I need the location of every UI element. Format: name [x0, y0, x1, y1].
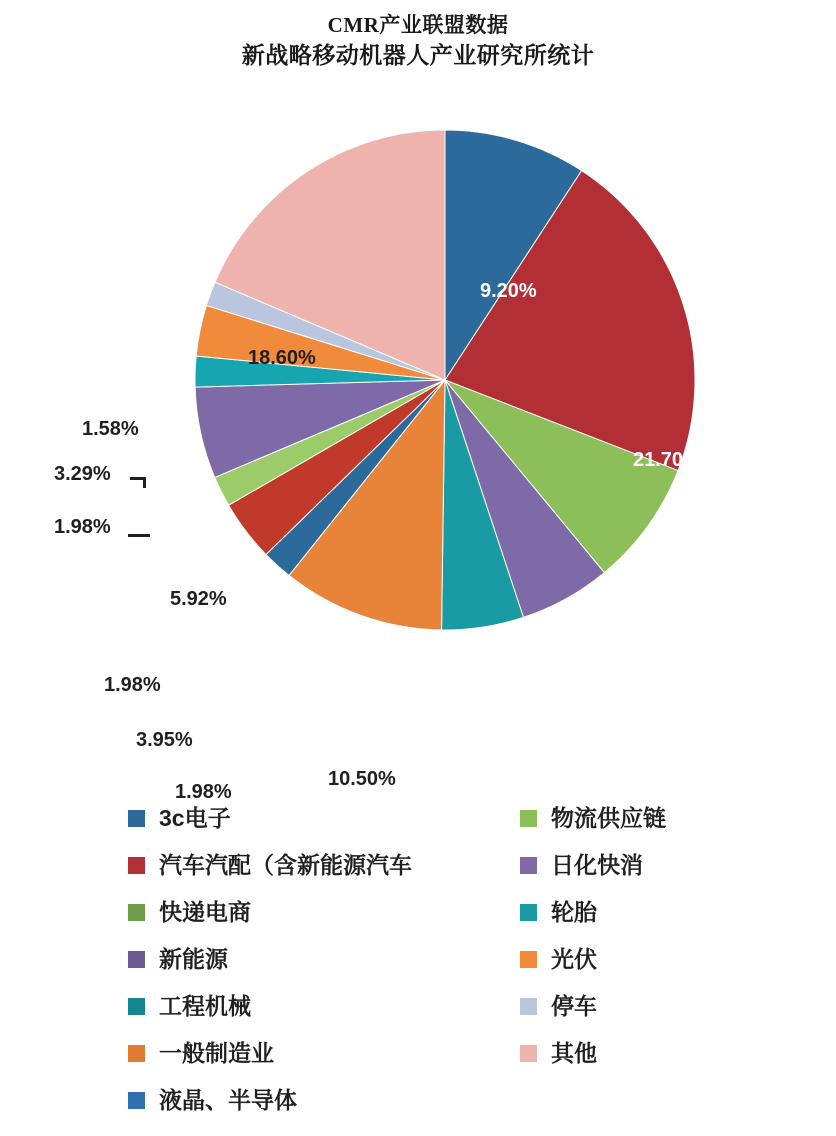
legend-item-label: 一般制造业 [159, 1040, 274, 1066]
legend-item[interactable] [128, 1030, 412, 1077]
pie-slice-percent-label: 1.98% [104, 674, 161, 696]
legend-item-label: 快递电商 [159, 899, 251, 925]
legend-column-left [128, 795, 412, 1124]
pie-slice-percent-label: 3.29% [54, 463, 111, 485]
chart-title-line1: CMR产业联盟数据 [327, 13, 509, 37]
leader-line-1 [128, 534, 150, 537]
pie-slice-percent-label: 1.58% [82, 418, 139, 440]
pie-slice-percent-label: 21.70% [633, 449, 701, 471]
legend-swatch-icon [128, 904, 145, 921]
legend-swatch-icon [128, 951, 145, 968]
chart-title-line2: 新战略移动机器人产业研究所统计 [241, 43, 595, 68]
chart-title-block [0, 10, 836, 72]
legend-item[interactable] [520, 795, 666, 842]
leader-line-2b [143, 477, 146, 488]
legend-item[interactable] [520, 842, 666, 889]
chart-legend [0, 795, 836, 1125]
legend-item[interactable] [520, 889, 666, 936]
legend-swatch-icon [128, 857, 145, 874]
pie-chart-svg [195, 130, 695, 630]
pie-slice-percent-label: 1.98% [54, 516, 111, 538]
legend-item-label: 其他 [551, 1040, 597, 1066]
legend-item-label: 液晶、半导体 [159, 1087, 297, 1113]
legend-swatch-icon [520, 810, 537, 827]
legend-item[interactable] [128, 983, 412, 1030]
legend-item[interactable] [128, 936, 412, 983]
legend-item[interactable] [128, 842, 412, 889]
legend-item-label: 停车 [551, 993, 597, 1019]
legend-swatch-icon [128, 1045, 145, 1062]
pie-slice-percent-label: 8.10% [613, 670, 670, 692]
legend-swatch-icon [520, 857, 537, 874]
legend-item[interactable] [128, 795, 412, 842]
legend-swatch-icon [128, 1092, 145, 1109]
pie-slice-percent-label: 3.95% [136, 729, 193, 751]
legend-item-label: 光伏 [551, 946, 597, 972]
legend-swatch-icon [520, 998, 537, 1015]
legend-item-label: 工程机械 [159, 993, 251, 1019]
pie-slice-percent-label: 5.92% [534, 753, 591, 775]
legend-item-label: 物流供应链 [551, 805, 666, 831]
legend-item-label: 轮胎 [551, 899, 597, 925]
legend-item-label: 汽车汽配（含新能源汽车 [159, 852, 412, 878]
legend-item-label: 3c电子 [159, 805, 231, 831]
pie-slice-percent-label: 5.92% [170, 588, 227, 610]
legend-item[interactable] [520, 983, 666, 1030]
legend-item[interactable] [128, 1077, 412, 1124]
legend-item[interactable] [520, 1030, 666, 1077]
legend-swatch-icon [520, 951, 537, 968]
pie-chart-area [0, 110, 836, 807]
legend-swatch-icon [128, 810, 145, 827]
pie-slice-percent-label: 9.20% [480, 280, 537, 302]
legend-column-right [520, 795, 666, 1077]
pie-slice-percent-label: 10.50% [328, 768, 396, 790]
legend-item-label: 新能源 [159, 946, 228, 972]
pie-chart [195, 130, 695, 630]
legend-item-label: 日化快消 [551, 852, 643, 878]
legend-swatch-icon [520, 1045, 537, 1062]
legend-item[interactable] [520, 936, 666, 983]
legend-swatch-icon [128, 998, 145, 1015]
pie-slice-percent-label: 1.98% [175, 781, 232, 803]
pie-slice-percent-label: 18.60% [248, 347, 316, 369]
legend-swatch-icon [520, 904, 537, 921]
pie-slice-percent-label: 5.30% [448, 785, 505, 807]
legend-item[interactable] [128, 889, 412, 936]
